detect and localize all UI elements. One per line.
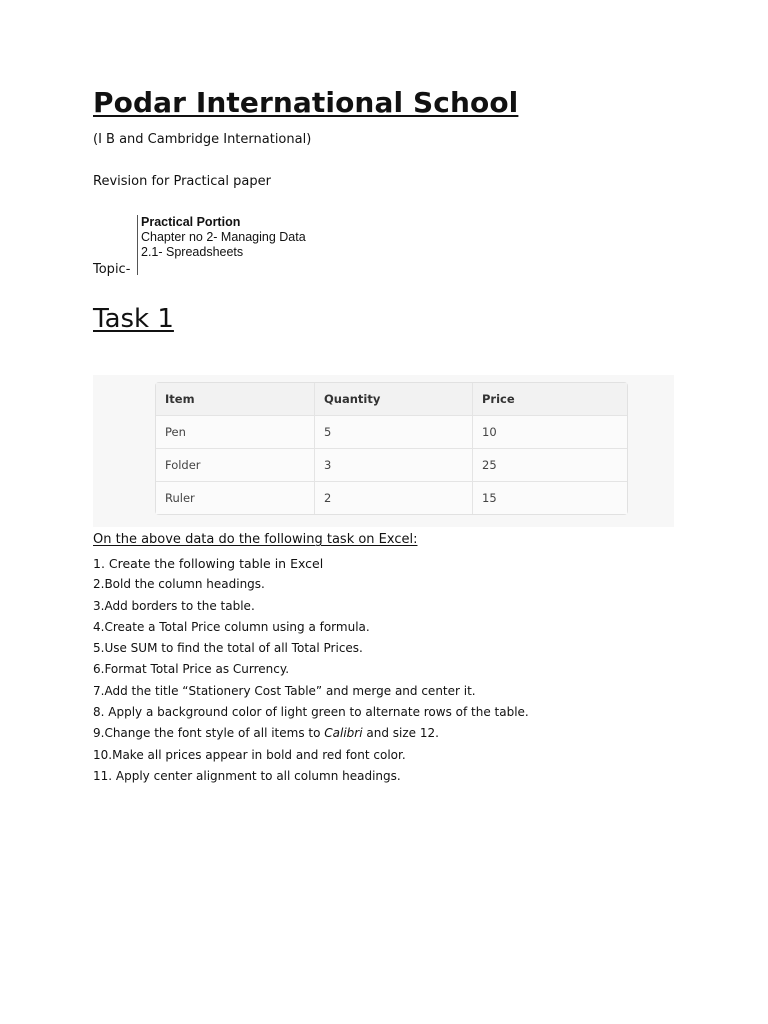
table-header-cell: Item: [156, 383, 315, 416]
instruction-9-text: 9.Change the font style of all items to: [93, 726, 325, 741]
table-cell: 3: [315, 449, 473, 482]
table-image: [93, 375, 674, 527]
instruction-9-font-name: Calibri: [324, 726, 363, 741]
instruction-9-tail: and size 12.: [362, 726, 439, 741]
topic-line-section: 2.1- Spreadsheets: [141, 245, 244, 259]
instruction-item: 5.Use SUM to find the total of all Total Prices.: [93, 641, 363, 656]
table-cell: 25: [473, 449, 627, 482]
instruction-item: 7.Add the title “Stationery Cost Table” and merge and center it.: [93, 683, 476, 698]
affiliation-text: (I B and Cambridge International): [93, 132, 312, 147]
school-title: Podar International School: [93, 86, 519, 119]
instruction-item: 1. Create the following table in Excel: [93, 556, 324, 571]
data-table: [155, 382, 628, 515]
instruction-item: 6.Format Total Price as Currency.: [93, 662, 290, 677]
table-cell: Ruler: [156, 482, 315, 514]
topic-line-portion: Practical Portion: [141, 215, 241, 229]
instructions-heading: On the above data do the following task on Excel:: [93, 532, 418, 547]
instruction-item: 2.Bold the column headings.: [93, 577, 265, 592]
table-cell: Pen: [156, 416, 315, 449]
table-cell: 2: [315, 482, 473, 514]
table-header-cell: Quantity: [315, 383, 473, 416]
instruction-item: 10.Make all prices appear in bold and red font color.: [93, 747, 406, 762]
instruction-item: [93, 723, 529, 744]
topic-line-chapter: Chapter no 2- Managing Data: [141, 230, 306, 244]
topic-label: Topic-: [93, 262, 131, 277]
table-row: [156, 482, 627, 514]
instruction-item: 3.Add borders to the table.: [93, 598, 255, 613]
instruction-item: 11. Apply center alignment to all column headings.: [93, 768, 401, 783]
task-heading: Task 1: [93, 304, 174, 334]
revision-note: Revision for Practical paper: [93, 174, 271, 189]
topic-box: [137, 215, 306, 275]
table-cell: Folder: [156, 449, 315, 482]
table-cell: 15: [473, 482, 627, 514]
table-cell: 5: [315, 416, 473, 449]
instructions-list: [93, 553, 529, 787]
table-header-row: [156, 383, 627, 416]
table-row: [156, 449, 627, 482]
topic-section: [93, 214, 393, 278]
table-header-cell: Price: [473, 383, 627, 416]
table-cell: 10: [473, 416, 627, 449]
instruction-item: 4.Create a Total Price column using a formula.: [93, 619, 370, 634]
instruction-item: 8. Apply a background color of light green to alternate rows of the table.: [93, 705, 529, 720]
table-row: [156, 416, 627, 449]
